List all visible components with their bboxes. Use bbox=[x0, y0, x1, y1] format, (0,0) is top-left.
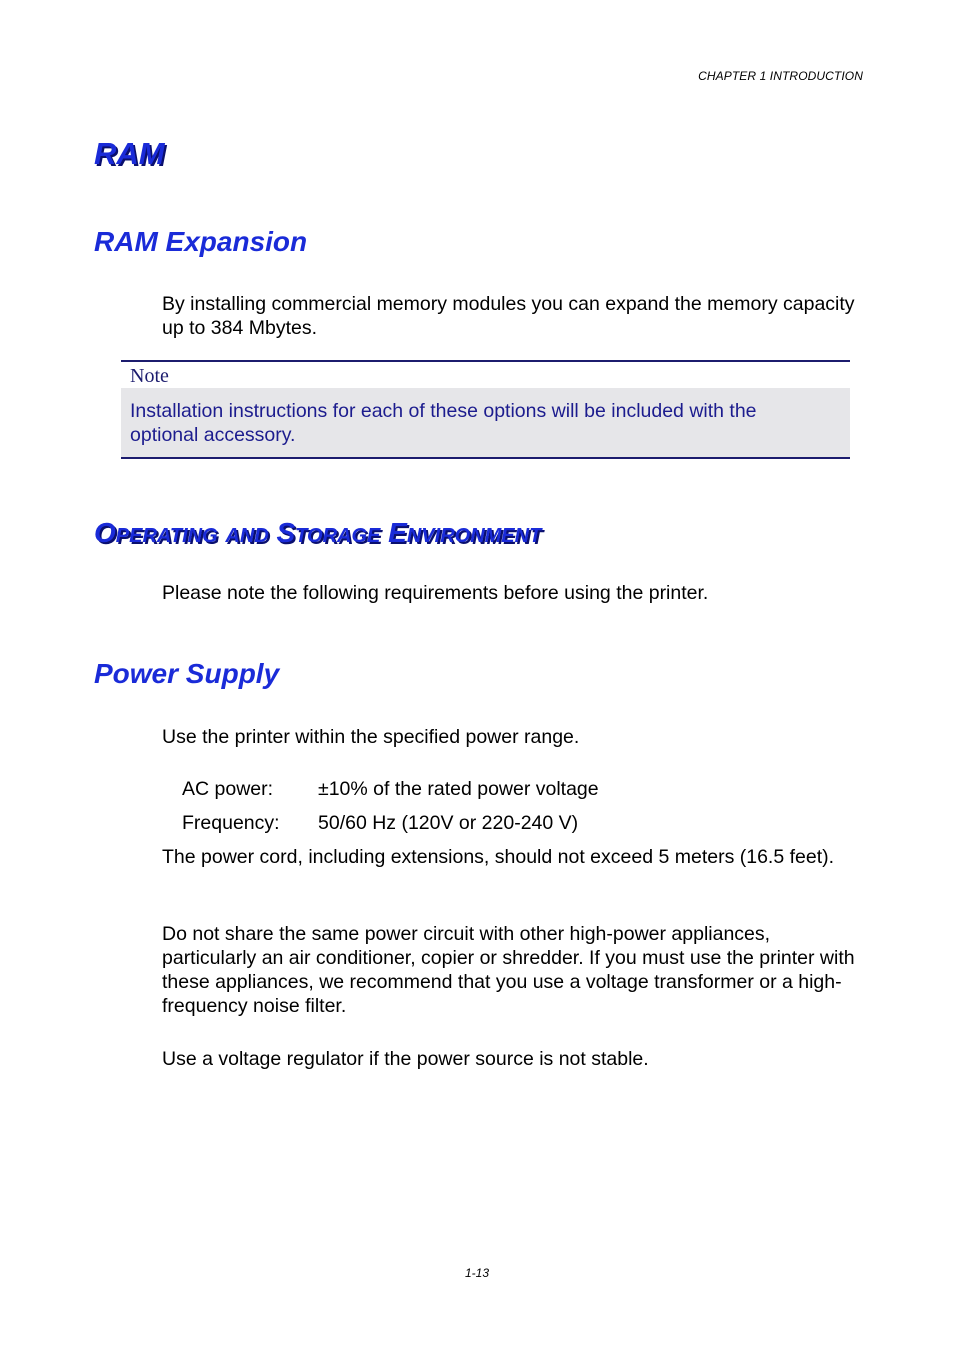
page-number: 1-13 bbox=[464, 1266, 490, 1280]
power-circuit-paragraph: Do not share the same power circuit with other high-power appliances, particularly an air conditioner, copier or shredder. If you must use the printer with these appliances, we recommend that you use a voltage transformer or a high-frequency noise filter. bbox=[162, 923, 855, 1017]
voltage-regulator-paragraph: Use a voltage regulator if the power source is not stable. bbox=[162, 1048, 649, 1070]
heading-power-supply: Power Supply bbox=[94, 658, 280, 689]
heading-ram: RAM bbox=[94, 136, 165, 171]
heading-operating-environment: Operating and Storage Environment bbox=[94, 517, 542, 548]
power-intro-paragraph: Use the printer within the specified power range. bbox=[162, 726, 580, 748]
spec-value: 50/60 Hz (120V or 220-240 V) bbox=[318, 812, 579, 834]
power-cord-paragraph: The power cord, including extensions, should not exceed 5 meters (16.5 feet). bbox=[162, 846, 835, 868]
note-text: Installation instructions for each of these options will be included with the optional accessory. bbox=[130, 400, 757, 446]
spec-row-frequency bbox=[182, 811, 578, 835]
note-body bbox=[121, 388, 850, 457]
environment-paragraph: Please note the following requirements before using the printer. bbox=[162, 582, 709, 604]
spec-value: ±10% of the rated power voltage bbox=[318, 778, 599, 800]
spec-label: AC power: bbox=[182, 778, 274, 800]
spec-label: Frequency: bbox=[182, 812, 280, 834]
ram-expansion-paragraph: By installing commercial memory modules you can expand the memory capacity up to 384 Mbytes. bbox=[162, 293, 855, 339]
heading-ram-expansion: RAM Expansion bbox=[94, 226, 308, 257]
spec-row-ac-power bbox=[182, 777, 599, 801]
note-label: Note bbox=[130, 365, 169, 387]
running-header: CHAPTER 1 INTRODUCTION bbox=[698, 69, 863, 83]
note-box bbox=[121, 360, 850, 459]
